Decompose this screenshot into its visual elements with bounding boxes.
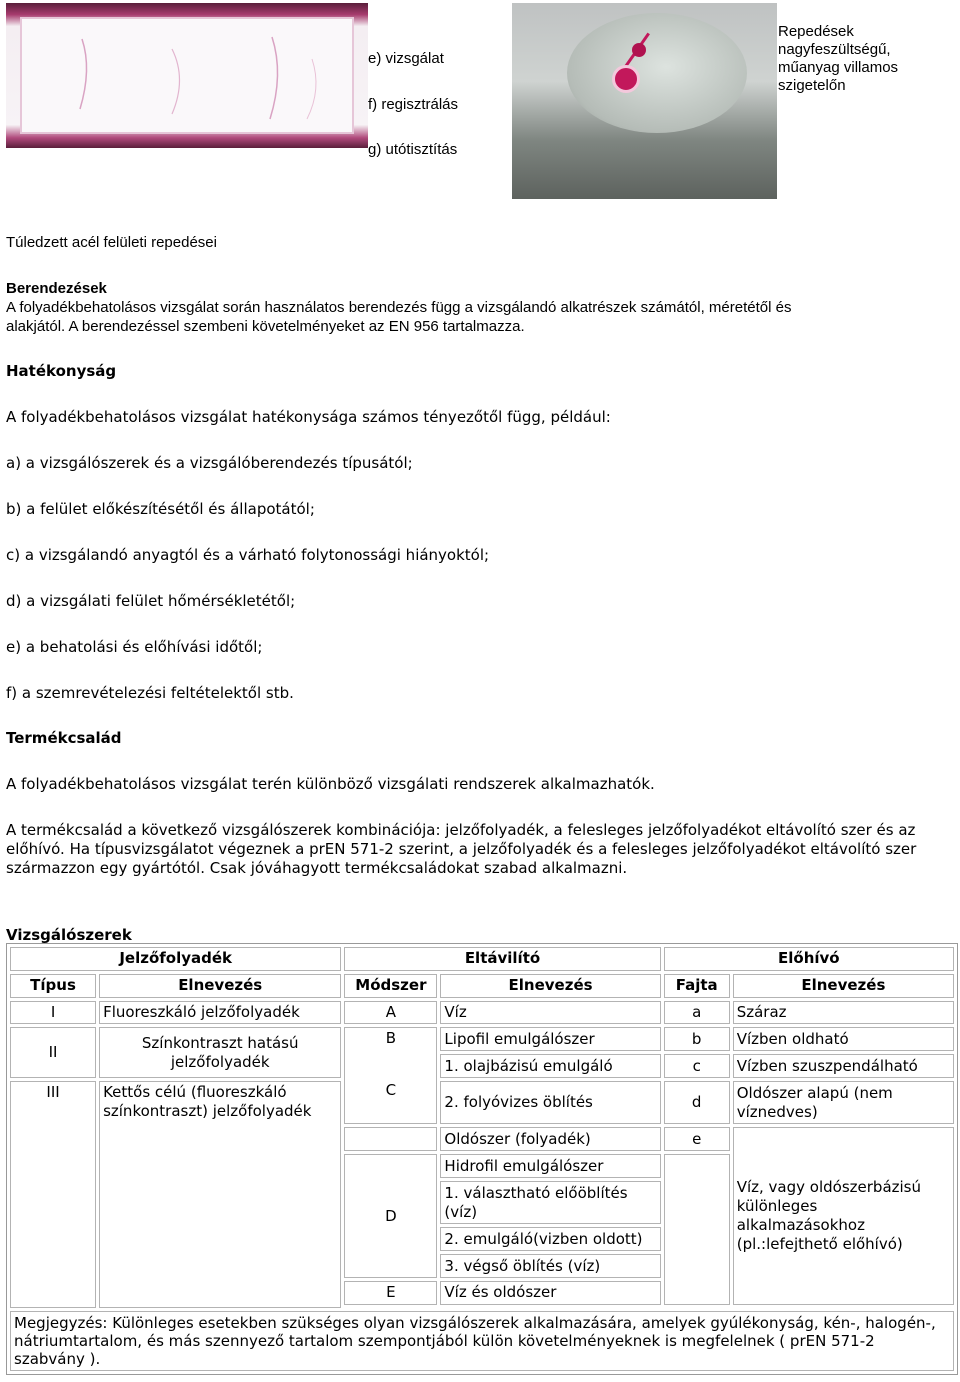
list-item: c) a vizsgálandó anyagtól és a várható folytonossági hiányoktól; xyxy=(6,546,490,564)
method-item: 1. olajbázisú emulgáló xyxy=(440,1054,660,1078)
table-row xyxy=(10,1001,954,1025)
method-item: Víz és oldószer xyxy=(440,1281,660,1305)
developer-name: Vízben szuszpendálható xyxy=(733,1054,954,1078)
column-header: Elnevezés xyxy=(99,974,341,998)
caption-line: nagyfeszültségű, xyxy=(778,41,891,58)
table-row xyxy=(10,1311,954,1371)
type-code: III xyxy=(10,1081,96,1308)
method-item: 1. választható előöblítés (víz) xyxy=(440,1181,660,1224)
termekcsalad-title: Termékcsalád xyxy=(6,729,122,747)
column-header: Fajta xyxy=(664,974,730,998)
method-code: E xyxy=(344,1281,437,1305)
developer-name: Oldószer alapú (nem víznedves) xyxy=(733,1081,954,1124)
hatekonysag-title: Hatékonyság xyxy=(6,362,117,380)
column-header: Elnevezés xyxy=(440,974,660,998)
developer-code: a xyxy=(664,1001,730,1025)
caption-line: Repedések xyxy=(778,23,854,40)
steel-plate xyxy=(20,17,354,134)
method-item: 3. végső öblítés (víz) xyxy=(440,1254,660,1278)
method-item: Víz xyxy=(440,1001,660,1025)
group-header: Eltávilító xyxy=(344,947,660,971)
berendezesek-line2: alakjától. A berendezéssel szembeni követelményeket az EN 956 tartalmazza. xyxy=(6,318,525,335)
method-code xyxy=(344,1027,437,1124)
developer-code: c xyxy=(664,1054,730,1078)
type-name: Kettős célú (fluoreszkáló színkontraszt) jelzőfolyadék xyxy=(99,1081,341,1308)
type-code: II xyxy=(10,1027,96,1078)
list-item: f) a szemrevételezési feltételektől stb. xyxy=(6,684,294,702)
group-header: Jelzőfolyadék xyxy=(10,947,341,971)
crack-indication xyxy=(612,65,640,93)
list-item: b) a felület előkészítésétől és állapotától; xyxy=(6,500,315,518)
table-row xyxy=(10,1027,954,1051)
vizsgaloszerek-title: Vizsgálószerek xyxy=(6,926,132,944)
steel-surface-photo xyxy=(6,3,368,148)
type-code: I xyxy=(10,1001,96,1025)
table-row xyxy=(10,974,954,998)
group-header: Előhívó xyxy=(664,947,954,971)
method-code-label: C xyxy=(385,1081,397,1100)
method-item: Hidrofil emulgálószer xyxy=(440,1154,660,1178)
termekcsalad-p2-line3: származzon egy gyártótól. Csak jóváhagyott termékcsaládokat szabad alkalmazni. xyxy=(6,859,628,877)
crack-indication xyxy=(632,43,646,57)
column-header: Elnevezés xyxy=(733,974,954,998)
developer-code: b xyxy=(664,1027,730,1051)
step-g: g) utótisztítás xyxy=(368,141,458,158)
step-f: f) regisztrálás xyxy=(368,96,459,113)
list-item: e) a behatolási és előhívási időtől; xyxy=(6,638,263,656)
berendezesek-line1: A folyadékbehatolásos vizsgálat során használatos berendezés függ a vizsgálandó alkatrészek számától, méretétől és xyxy=(6,299,792,316)
insulator-disc xyxy=(567,13,747,133)
method-code-cell xyxy=(344,1127,437,1151)
method-code-label: B xyxy=(385,1029,397,1048)
developer-name: Víz, vagy oldószerbázisú különleges alkalmazásokhoz (pl.:lefejthető előhívó) xyxy=(733,1127,954,1304)
developer-code: d xyxy=(664,1081,730,1124)
type-name: Színkontraszt hatású jelzőfolyadék xyxy=(99,1027,341,1078)
column-header: Módszer xyxy=(344,974,437,998)
insulator-photo xyxy=(512,3,777,199)
crack-lines-drawing xyxy=(22,19,352,132)
method-code: D xyxy=(344,1154,437,1278)
termekcsalad-p2-line1: A termékcsalád a következő vizsgálószerek kombinációja: jelzőfolyadék, a felesleges jelzőfolyadékot eltávolító szer és az xyxy=(6,821,916,839)
berendezesek-title: Berendezések xyxy=(6,280,107,297)
type-name: Fluoreszkáló jelzőfolyadék xyxy=(99,1001,341,1025)
termekcsalad-p1: A folyadékbehatolásos vizsgálat terén különböző vizsgálati rendszerek alkalmazhatók. xyxy=(6,775,655,793)
method-item: 2. folyóvizes öblítés xyxy=(440,1081,660,1124)
caption-line: szigetelőn xyxy=(778,77,846,94)
column-header: Típus xyxy=(10,974,96,998)
termekcsalad-p2-line2: előhívó. Ha típusvizsgálatot végeznek a prEN 571-2 szerint, a jelzőfolyadék és a felesleges jelzőfolyadékot eltávolító szer xyxy=(6,840,917,858)
developer-name: Száraz xyxy=(733,1001,954,1025)
steel-caption: Túledzett acél felületi repedései xyxy=(6,234,217,251)
insulator-caption xyxy=(778,23,958,95)
developer-code-cell xyxy=(664,1154,730,1305)
caption-line: műanyag villamos xyxy=(778,59,899,76)
list-item: d) a vizsgálati felület hőmérsékletétől; xyxy=(6,592,296,610)
method-item: 2. emulgáló(vizben oldott) xyxy=(440,1227,660,1251)
table-row xyxy=(10,1081,954,1124)
test-media-table xyxy=(6,943,958,1375)
method-item: Oldószer (folyadék) xyxy=(440,1127,660,1151)
method-code: A xyxy=(344,1001,437,1025)
list-item: a) a vizsgálószerek és a vizsgálóberendezés típusától; xyxy=(6,454,413,472)
developer-name: Vízben oldható xyxy=(733,1027,954,1051)
developer-code: e xyxy=(664,1127,730,1151)
step-e: e) vizsgálat xyxy=(368,50,444,67)
table-note: Megjegyzés: Különleges esetekben szükséges olyan vizsgálószerek alkalmazására, amelyek gyúlékonyság, kén-, halogén-, nátriumtartalom, és más szennyező tartalom szempontjából külön követelményeknek is megfelelnek ( prEN 571-2 szabvány ). xyxy=(10,1311,954,1371)
method-item: Lipofil emulgálószer xyxy=(440,1027,660,1051)
table-row xyxy=(10,947,954,971)
hatekonysag-intro: A folyadékbehatolásos vizsgálat hatékonysága számos tényezőtől függ, például: xyxy=(6,408,611,426)
